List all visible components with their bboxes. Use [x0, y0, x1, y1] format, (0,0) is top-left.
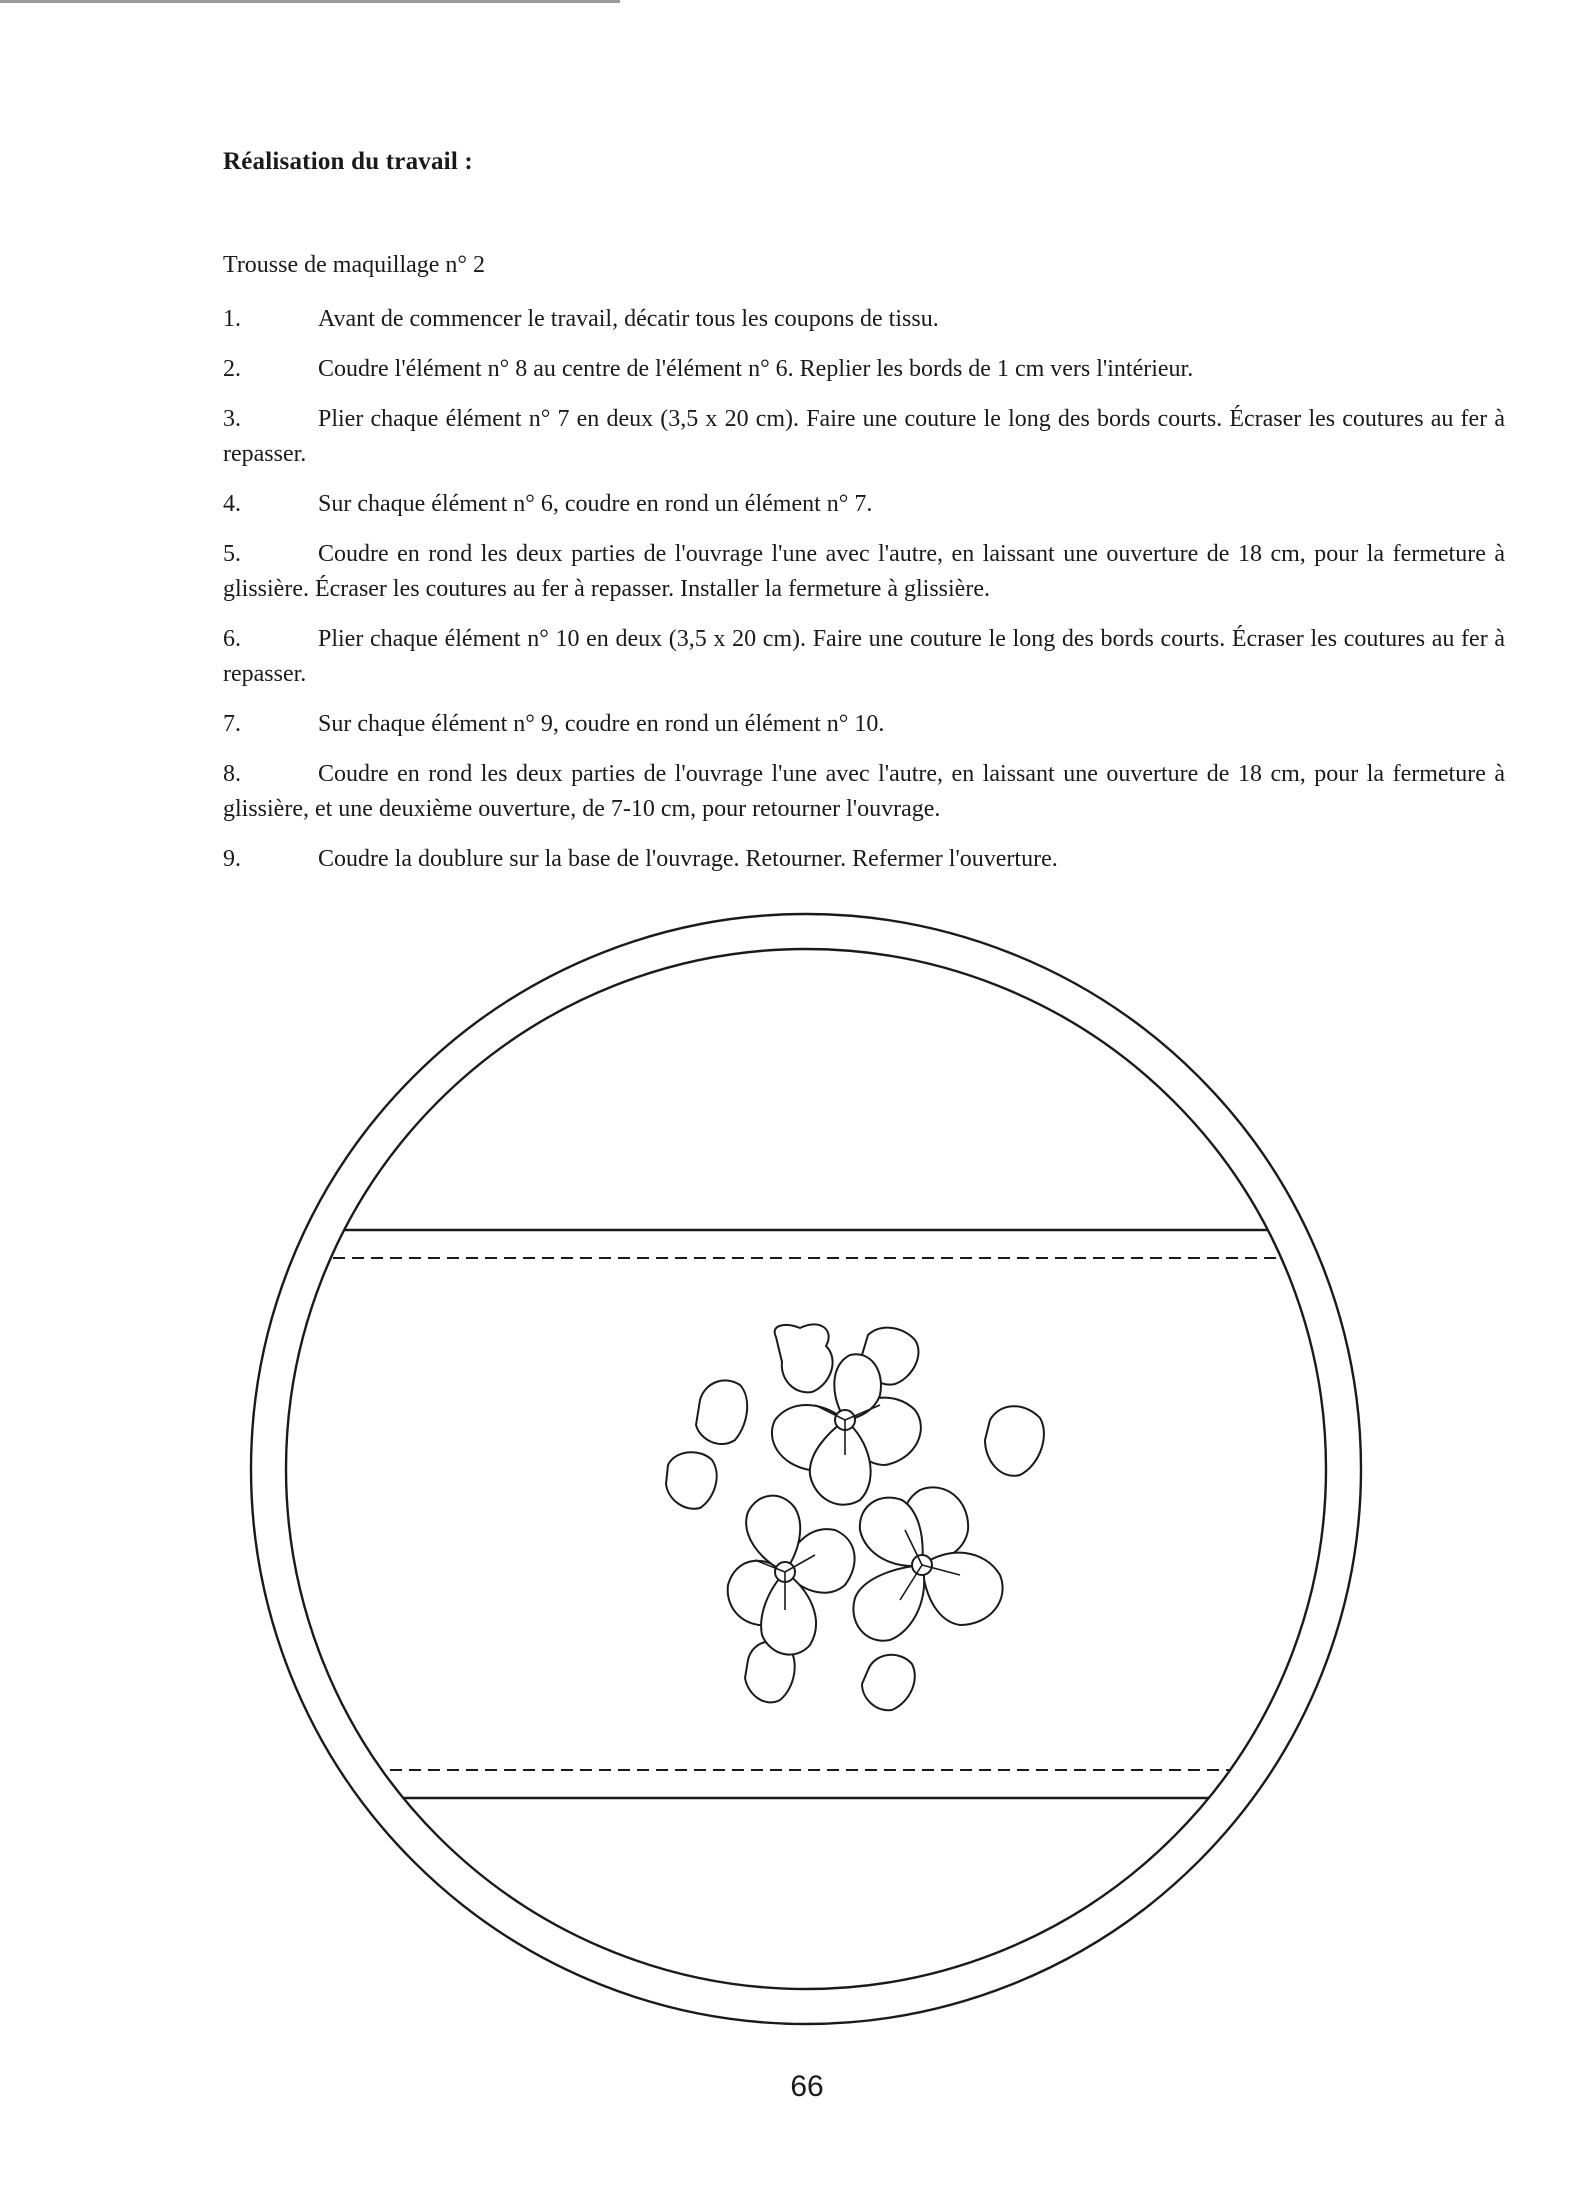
step-text: Coudre en rond les deux parties de l'ouvrage l'une avec l'autre, en laissant une ouverture de 18 cm, pour la fermeture à glissière, et une deuxième ouverture, de 7-10 cm, pour retourner l'ouvrage.	[223, 761, 1505, 822]
step-number: 8.	[223, 761, 241, 787]
step-number: 7.	[223, 711, 241, 737]
page-number: 66	[790, 2070, 824, 2103]
step-number: 2.	[223, 356, 241, 382]
project-subtitle: Trousse de maquillage n° 2	[223, 252, 486, 278]
bud-bottom-right	[862, 1655, 915, 1710]
flower-bouquet-motif	[666, 1324, 1044, 1710]
bud-right	[985, 1406, 1044, 1476]
section-heading: Réalisation du travail :	[223, 148, 473, 175]
right-flower-petal-3	[853, 1565, 924, 1641]
step-text: Avant de commencer le travail, décatir tous les coupons de tissu.	[318, 306, 939, 332]
bud-top-left	[775, 1324, 833, 1392]
step-text: Coudre en rond les deux parties de l'ouvrage l'une avec l'autre, en laissant une ouverture de 18 cm, pour la fermeture à glissière. Écraser les coutures au fer à repasser. Installer la fermeture à glissière.	[223, 541, 1505, 602]
step-number: 3.	[223, 406, 241, 432]
step-text: Sur chaque élément n° 9, coudre en rond un élément n° 10.	[318, 711, 885, 737]
step-number: 1.	[223, 306, 241, 332]
step-text: Coudre l'élément n° 8 au centre de l'élément n° 6. Replier les bords de 1 cm vers l'intérieur.	[318, 356, 1194, 382]
step-text: Sur chaque élément n° 6, coudre en rond un élément n° 7.	[318, 491, 873, 517]
bud-left-lower	[666, 1452, 717, 1509]
right-flower-petal-2	[922, 1553, 1003, 1625]
step-text: Coudre la doublure sur la base de l'ouvrage. Retourner. Refermer l'ouverture.	[318, 846, 1058, 872]
step-number: 5.	[223, 541, 241, 567]
band-lines	[200, 1230, 1400, 1798]
step-text: Plier chaque élément n° 7 en deux (3,5 x 20 cm). Faire une couture le long des bords courts. Écraser les coutures au fer à repasser.	[223, 406, 1505, 467]
step-number: 4.	[223, 491, 241, 517]
step-text: Plier chaque élément n° 10 en deux (3,5 x 20 cm). Faire une couture le long des bords courts. Écraser les coutures au fer à repasser.	[223, 626, 1505, 687]
step-number: 9.	[223, 846, 241, 872]
step-number: 6.	[223, 626, 241, 652]
bud-left	[696, 1380, 747, 1444]
